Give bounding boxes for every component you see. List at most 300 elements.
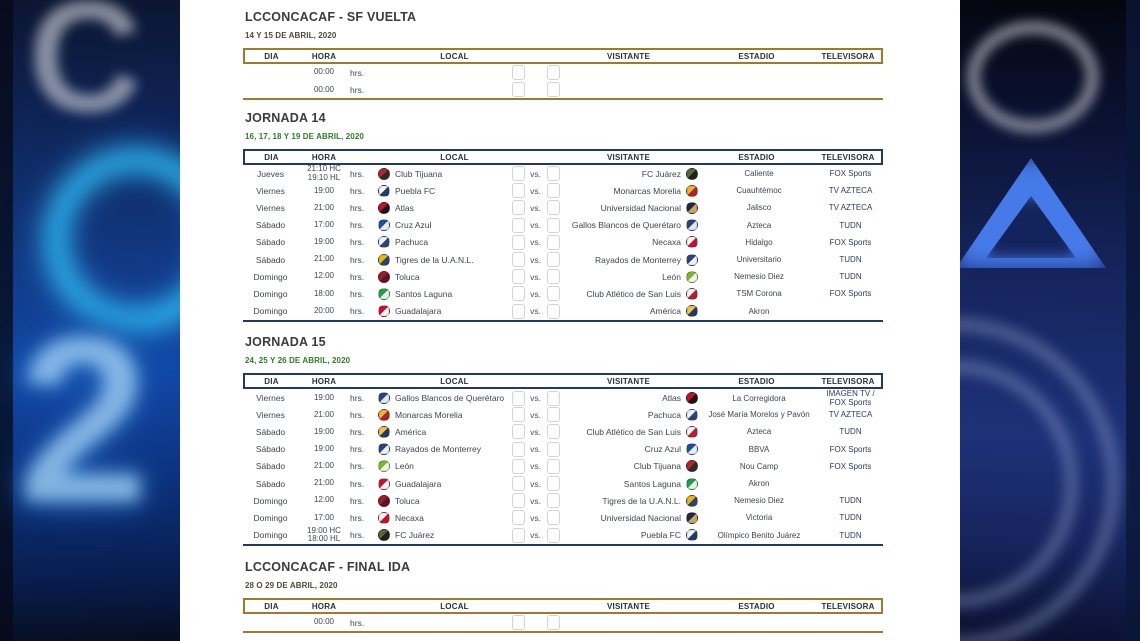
match-time: [298, 307, 350, 316]
home-team: [376, 426, 511, 438]
hrs-label: hrs.: [350, 478, 365, 489]
score-area: [511, 269, 560, 284]
column-header-hora: HORA: [311, 152, 337, 162]
away-team-name: Club Atlético de San Luis: [586, 426, 681, 437]
column-header-televisora: TELEVISORA: [821, 601, 875, 611]
vs-label: vs.: [530, 185, 541, 196]
away-team-name: Club Tijuana: [633, 461, 681, 472]
section-date: 24, 25 Y 26 DE ABRIL, 2020: [245, 356, 351, 365]
sanluis-logo: [686, 288, 698, 300]
home-score-input[interactable]: [512, 200, 525, 215]
match-row: [243, 441, 883, 458]
away-team: [560, 443, 700, 455]
away-team-name: FC Juárez: [641, 168, 681, 179]
away-score-input[interactable]: [547, 200, 560, 215]
broadcaster: [818, 513, 883, 522]
away-team-name: Cruz Azul: [644, 444, 681, 455]
match-time-line1: 12:00: [313, 271, 335, 281]
broadcaster: [818, 221, 883, 230]
home-score-input[interactable]: [512, 407, 525, 422]
vs-label: vs.: [530, 288, 541, 299]
match-day: Domingo: [253, 512, 288, 523]
away-team-name: Tigres de la U.A.N.L.: [602, 495, 681, 506]
home-team: [376, 409, 511, 421]
score-area: [511, 476, 560, 491]
broadcaster: [818, 186, 883, 195]
home-score-input[interactable]: [512, 442, 525, 457]
match-time: [298, 238, 350, 247]
home-team: [376, 185, 511, 197]
background-letter-2: 2: [18, 288, 149, 551]
match-time-line1: 19:00: [313, 426, 335, 436]
morelia-logo: [378, 409, 390, 421]
vs-label: vs.: [530, 478, 541, 489]
home-team: [376, 288, 511, 300]
match-time: [298, 204, 350, 213]
broadcaster-line1: TUDN: [839, 496, 862, 506]
home-score-input[interactable]: [512, 459, 525, 474]
away-score-input[interactable]: [547, 476, 560, 491]
vs-label: vs.: [530, 220, 541, 231]
home-score-input[interactable]: [512, 615, 525, 630]
stadium-name: BBVA: [748, 444, 770, 454]
score-area: [511, 82, 560, 97]
hrs-label: hrs.: [350, 84, 365, 95]
match-day: Sábado: [255, 237, 286, 248]
match-day: Sábado: [255, 426, 286, 437]
match-day: Sábado: [255, 461, 286, 472]
section-jornada-15: [180, 335, 960, 546]
vs-label: vs.: [530, 409, 541, 420]
match-day: Viernes: [256, 185, 285, 196]
home-score-input[interactable]: [512, 493, 525, 508]
cruzazul-logo: [378, 219, 390, 231]
broadcaster: [818, 289, 883, 298]
vs-label: vs.: [530, 237, 541, 248]
broadcaster-line1: TUDN: [839, 530, 862, 540]
match-time: [298, 514, 350, 523]
broadcaster-line1: FOX Sports: [829, 461, 872, 471]
away-team: [560, 478, 700, 490]
broadcaster: [818, 255, 883, 264]
broadcaster-line1: TUDN: [839, 513, 862, 523]
score-area: [511, 391, 560, 406]
away-score-input[interactable]: [547, 459, 560, 474]
match-day: Sábado: [255, 444, 286, 455]
home-team: [376, 512, 511, 524]
column-header-dia: DIA: [264, 376, 279, 386]
schedule-panel: [180, 0, 960, 641]
home-score-input[interactable]: [512, 528, 525, 543]
home-score-input[interactable]: [512, 391, 525, 406]
match-time-line1: 21:10 HC: [307, 164, 341, 174]
away-team: [560, 409, 700, 421]
match-time-line1: 19:00 HC: [307, 525, 341, 535]
away-score-input[interactable]: [547, 183, 560, 198]
home-score-input[interactable]: [512, 65, 525, 80]
home-team-name: Santos Laguna: [395, 288, 453, 299]
match-time-line1: 21:00: [313, 461, 335, 471]
home-team: [376, 478, 511, 490]
tijuana-logo: [378, 168, 390, 180]
match-row: [243, 251, 883, 268]
background-letter-c: C: [28, 0, 143, 145]
score-area: [511, 407, 560, 422]
away-score-input[interactable]: [547, 407, 560, 422]
column-header-televisora: TELEVISORA: [821, 376, 875, 386]
hrs-label: hrs.: [350, 461, 365, 472]
away-score-input[interactable]: [547, 252, 560, 267]
home-score-input[interactable]: [512, 286, 525, 301]
column-header-local: LOCAL: [440, 376, 469, 386]
home-team-name: Monarcas Morelia: [395, 409, 463, 420]
stadium-name: TSM Corona: [736, 289, 782, 299]
column-header-hora: HORA: [311, 376, 337, 386]
hrs-label: hrs.: [350, 185, 365, 196]
score-area: [511, 65, 560, 80]
broadcaster-line1: TUDN: [839, 427, 862, 437]
cruzazul-logo: [686, 443, 698, 455]
match-row: [243, 81, 883, 98]
away-score-input[interactable]: [547, 65, 560, 80]
america-logo: [378, 426, 390, 438]
vs-label: vs.: [530, 393, 541, 403]
match-time-line1: 19:00: [313, 392, 335, 402]
match-time: [298, 445, 350, 454]
match-day: Viernes: [256, 393, 285, 403]
match-day: Sábado: [255, 478, 286, 489]
match-row: [243, 268, 883, 285]
away-score-input[interactable]: [547, 442, 560, 457]
match-time: [298, 527, 350, 544]
broadcaster-line1: TV AZTECA: [828, 203, 873, 213]
broadcaster: [818, 410, 883, 419]
broadcaster-line1: TV AZTECA: [828, 186, 873, 196]
home-team-name: Cruz Azul: [395, 220, 432, 231]
broadcaster: [818, 203, 883, 212]
leon-logo: [686, 271, 698, 283]
score-area: [511, 304, 560, 319]
necaxa-logo: [378, 512, 390, 524]
hrs-label: hrs.: [350, 306, 365, 317]
section-title: LCCONCACAF - FINAL IDA: [245, 560, 411, 574]
guadalajara-logo: [378, 478, 390, 490]
stadium-name: Universitario: [736, 255, 782, 265]
match-time-line1: 18:00: [313, 288, 335, 298]
broadcaster-line1: TUDN: [839, 255, 862, 265]
home-team-name: Toluca: [395, 271, 420, 282]
away-team-name: Puebla FC: [640, 530, 681, 541]
home-team: [376, 443, 511, 455]
schedule-table-sf-vuelta: [243, 48, 883, 100]
monterrey-logo: [686, 254, 698, 266]
stadium-name: Hidalgo: [745, 237, 773, 247]
score-area: [511, 200, 560, 215]
match-day: Domingo: [253, 306, 288, 317]
home-team: [376, 495, 511, 507]
away-team-name: Pachuca: [647, 409, 681, 420]
home-team-name: FC Juárez: [395, 530, 435, 541]
away-team-name: Rayados de Monterrey: [595, 254, 681, 265]
section-lcconcacaf-final-ida: [180, 560, 960, 633]
stadium-name: Nou Camp: [739, 461, 779, 471]
away-score-input[interactable]: [547, 218, 560, 233]
home-score-input[interactable]: [512, 424, 525, 439]
away-score-input[interactable]: [547, 269, 560, 284]
away-team: [560, 219, 700, 231]
toluca-logo: [378, 495, 390, 507]
away-score-input[interactable]: [547, 166, 560, 181]
match-time-line2: 18:00 HL: [307, 534, 341, 544]
stadium-name: Azteca: [746, 427, 772, 437]
home-team-name: León: [395, 461, 414, 472]
match-time-line1: 19:00: [313, 443, 335, 453]
column-header-estadio: ESTADIO: [738, 51, 775, 61]
match-day: Viernes: [256, 409, 285, 420]
tigres-logo: [686, 495, 698, 507]
broadcaster-line1: FOX Sports: [829, 169, 872, 179]
section-title: JORNADA 14: [245, 111, 326, 125]
score-area: [511, 510, 560, 525]
match-row: [243, 199, 883, 216]
broadcaster-line2: FOX Sports: [829, 398, 872, 407]
match-time-line1: 19:00: [313, 237, 335, 247]
match-row: [243, 389, 883, 406]
away-team-name: Universidad Nacional: [600, 512, 681, 523]
column-header-televisora: TELEVISORA: [821, 152, 875, 162]
score-area: [511, 528, 560, 543]
away-team: [560, 512, 700, 524]
vs-label: vs.: [530, 271, 541, 282]
match-row: [243, 64, 883, 81]
column-header-hora: HORA: [311, 601, 337, 611]
home-score-input[interactable]: [512, 304, 525, 319]
table-header-row: [243, 598, 883, 614]
score-area: [511, 183, 560, 198]
score-area: [511, 493, 560, 508]
column-header-visitante: VISITANTE: [607, 376, 650, 386]
away-score-input[interactable]: [547, 304, 560, 319]
column-header-local: LOCAL: [440, 152, 469, 162]
column-header-visitante: VISITANTE: [607, 152, 650, 162]
home-score-input[interactable]: [512, 252, 525, 267]
away-team: [560, 236, 700, 248]
hrs-label: hrs.: [350, 393, 365, 403]
santos-logo: [686, 478, 698, 490]
santos-logo: [378, 288, 390, 300]
column-header-dia: DIA: [264, 601, 279, 611]
away-team: [560, 495, 700, 507]
away-score-input[interactable]: [547, 510, 560, 525]
match-row: [243, 406, 883, 423]
broadcaster-line1: FOX Sports: [829, 237, 872, 247]
home-score-input[interactable]: [512, 269, 525, 284]
match-row: [243, 509, 883, 526]
away-team-name: León: [662, 271, 681, 282]
broadcaster-line1: TUDN: [839, 272, 862, 282]
home-score-input[interactable]: [512, 82, 525, 97]
broadcaster: [818, 169, 883, 178]
stadium-name: Jalisco: [746, 203, 772, 213]
column-header-dia: DIA: [264, 152, 279, 162]
broadcaster: [818, 238, 883, 247]
home-team: [376, 392, 511, 404]
column-header-dia: DIA: [264, 51, 279, 61]
away-team: [560, 392, 700, 404]
match-row: [243, 527, 883, 544]
vs-label: vs.: [530, 202, 541, 213]
hrs-label: hrs.: [350, 530, 365, 541]
section-date: 14 Y 15 DE ABRIL, 2020: [245, 31, 337, 40]
vs-label: vs.: [530, 530, 541, 541]
hrs-label: hrs.: [350, 220, 365, 231]
home-team-name: Club Tijuana: [395, 168, 443, 179]
match-time-line1: 21:00: [313, 409, 335, 419]
match-time: [298, 165, 350, 182]
away-score-input[interactable]: [547, 82, 560, 97]
queretaro-logo: [378, 392, 390, 404]
home-team-name: Puebla FC: [395, 185, 436, 196]
match-day: Jueves: [257, 168, 284, 179]
vs-label: vs.: [530, 168, 541, 179]
match-row: [243, 234, 883, 251]
match-time: [298, 462, 350, 471]
hrs-label: hrs.: [350, 67, 365, 78]
pachuca-logo: [378, 236, 390, 248]
home-team: [376, 460, 511, 472]
atlas-logo: [686, 392, 698, 404]
home-score-input[interactable]: [512, 510, 525, 525]
section-jornada-14: [180, 111, 960, 322]
background-letter-0: [968, 22, 1098, 132]
vs-label: vs.: [530, 444, 541, 455]
match-time: [298, 272, 350, 281]
hrs-label: hrs.: [350, 288, 365, 299]
column-header-visitante: VISITANTE: [607, 51, 650, 61]
match-time-line1: 21:00: [313, 478, 335, 488]
vs-label: vs.: [530, 495, 541, 506]
section-title: JORNADA 15: [245, 335, 326, 349]
match-row: [243, 423, 883, 440]
table-header-row: [243, 373, 883, 389]
background-right: [960, 0, 1140, 641]
match-time: [298, 68, 350, 77]
home-team: [376, 271, 511, 283]
table-header-row: [243, 149, 883, 165]
away-score-input[interactable]: [547, 286, 560, 301]
match-time-line1: 19:00: [313, 185, 335, 195]
stadium-name: Akron: [748, 306, 770, 316]
away-score-input[interactable]: [547, 424, 560, 439]
match-day: Sábado: [255, 254, 286, 265]
home-team-name: Atlas: [395, 202, 414, 213]
match-time-line1: 00:00: [313, 84, 335, 94]
away-team-name: Club Atlético de San Luis: [586, 288, 681, 299]
hrs-label: hrs.: [350, 271, 365, 282]
juarez-logo: [686, 168, 698, 180]
home-team-name: Pachuca: [395, 237, 429, 248]
america-logo: [686, 305, 698, 317]
home-score-input[interactable]: [512, 476, 525, 491]
home-team: [376, 202, 511, 214]
schedule-table-final-ida: [243, 598, 883, 633]
match-time: [298, 618, 350, 627]
score-area: [511, 252, 560, 267]
hrs-label: hrs.: [350, 617, 365, 628]
hrs-label: hrs.: [350, 237, 365, 248]
home-score-input[interactable]: [512, 166, 525, 181]
home-score-input[interactable]: [512, 183, 525, 198]
away-score-input[interactable]: [547, 493, 560, 508]
match-row: [243, 614, 883, 631]
away-team-name: Santos Laguna: [623, 478, 681, 489]
vs-label: vs.: [530, 254, 541, 265]
broadcaster-line1: TV AZTECA: [828, 410, 873, 420]
home-team: [376, 529, 511, 541]
queretaro-logo: [686, 219, 698, 231]
match-day: Sábado: [255, 220, 286, 231]
home-team-name: Rayados de Monterrey: [395, 444, 481, 455]
away-score-input[interactable]: [547, 391, 560, 406]
home-score-input[interactable]: [512, 235, 525, 250]
score-area: [511, 615, 560, 630]
match-time: [298, 86, 350, 95]
table-body: [243, 64, 883, 100]
necaxa-logo: [686, 236, 698, 248]
home-score-input[interactable]: [512, 218, 525, 233]
stadium-name: Akron: [748, 479, 770, 489]
away-team: [560, 254, 700, 266]
stadium-name: La Corregidora: [732, 393, 786, 403]
broadcaster: [818, 389, 883, 407]
away-score-input[interactable]: [547, 528, 560, 543]
match-time: [298, 411, 350, 420]
home-team: [376, 236, 511, 248]
juarez-logo: [378, 529, 390, 541]
score-area: [511, 166, 560, 181]
section-lcconcacaf-sf-vuelta: [180, 10, 960, 100]
tigres-logo: [378, 254, 390, 266]
stadium-name: Nemesio Diez: [734, 496, 784, 506]
column-header-local: LOCAL: [440, 51, 469, 61]
pachuca-logo: [686, 409, 698, 421]
away-team: [560, 168, 700, 180]
broadcaster: [818, 272, 883, 281]
match-row: [243, 182, 883, 199]
broadcaster: [818, 462, 883, 471]
match-row: [243, 217, 883, 234]
stadium-name: Victoria: [745, 513, 773, 523]
broadcaster-line1: FOX Sports: [829, 289, 872, 299]
match-time: [298, 290, 350, 299]
background-left: [0, 0, 180, 641]
tijuana-logo: [686, 460, 698, 472]
broadcaster-line1: IMAGEN TV /: [826, 389, 875, 398]
hrs-label: hrs.: [350, 202, 365, 213]
match-time-line1: 12:00: [313, 495, 335, 505]
section-title: LCCONCACAF - SF VUELTA: [245, 10, 417, 24]
broadcaster: [818, 445, 883, 454]
away-score-input[interactable]: [547, 235, 560, 250]
match-time-line1: 00:00: [313, 617, 335, 627]
section-date: 28 O 29 DE ABRIL, 2020: [245, 581, 338, 590]
vs-label: vs.: [530, 426, 541, 437]
away-score-input[interactable]: [547, 615, 560, 630]
away-team-name: Universidad Nacional: [600, 202, 681, 213]
home-team-name: América: [395, 426, 427, 437]
home-team: [376, 254, 511, 266]
away-team-name: Monarcas Morelia: [613, 185, 681, 196]
